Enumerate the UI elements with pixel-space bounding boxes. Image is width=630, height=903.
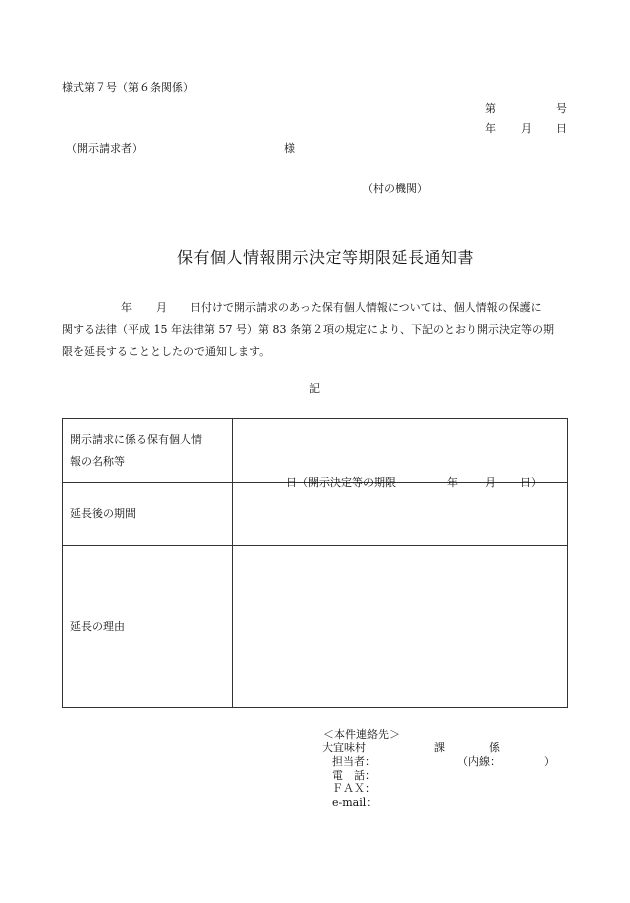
body-year: 年	[121, 301, 132, 314]
contact-unit: 係	[489, 741, 500, 754]
body-month: 月	[156, 301, 167, 314]
date-year: 年	[485, 122, 496, 135]
info-name-label-line1: 開示請求に係る保有個人情	[70, 432, 202, 446]
doc-number-suffix: 号	[556, 102, 567, 115]
date-month: 月	[521, 122, 532, 135]
info-name-label-line2: 報の名称等	[70, 454, 125, 468]
extended-period-value-cell[interactable]	[233, 476, 568, 546]
period-day-text: 日（開示決定等の期限	[286, 476, 396, 489]
info-name-value-cell[interactable]	[233, 419, 568, 483]
contact-header: ＜本件連絡先＞	[323, 728, 400, 741]
issuer-label: （村の機関）	[362, 182, 428, 195]
contact-extension: （内線：	[457, 755, 501, 768]
table-row	[63, 483, 568, 546]
period-end: 日）	[520, 476, 542, 489]
contact-extension-close: ）	[544, 755, 555, 768]
contact-email-label: e-mail：	[332, 796, 378, 809]
extended-period-label: 延長後の期間	[63, 483, 233, 546]
extension-table	[62, 418, 568, 708]
body-line-3: 限を延長することとしたので通知します。	[62, 345, 271, 358]
body-line-2: 関する法律（平成 15 年法律第 57 号）第 83 条第２項の規定により、下記のとおり開示決定等の期	[62, 323, 554, 336]
requester-honorific: 様	[284, 142, 295, 155]
contact-person-label: 担当者：	[332, 755, 376, 768]
table-row	[63, 546, 568, 708]
table-row	[63, 419, 568, 483]
contact-phone-label: 電 話：	[332, 769, 376, 782]
period-month: 月	[485, 476, 496, 489]
document-title: 保有個人情報開示決定等期限延長通知書	[177, 248, 475, 267]
body-line-1: 日付けで開示請求のあった保有個人情報については、個人情報の保護に	[190, 301, 542, 314]
contact-org: 大宜味村	[322, 741, 366, 754]
form-number: 様式第７号（第６条関係）	[62, 81, 194, 94]
ki-heading: 記	[309, 382, 320, 395]
contact-fax-label: ＦＡＸ：	[332, 782, 376, 795]
requester-label: （開示請求者）	[66, 142, 143, 155]
reason-value-cell[interactable]	[233, 546, 568, 708]
info-name-label-cell	[63, 419, 233, 483]
reason-label: 延長の理由	[63, 546, 233, 708]
doc-number-prefix: 第	[485, 102, 496, 115]
period-year: 年	[447, 476, 458, 489]
date-day: 日	[556, 122, 567, 135]
contact-section: 課	[434, 741, 445, 754]
